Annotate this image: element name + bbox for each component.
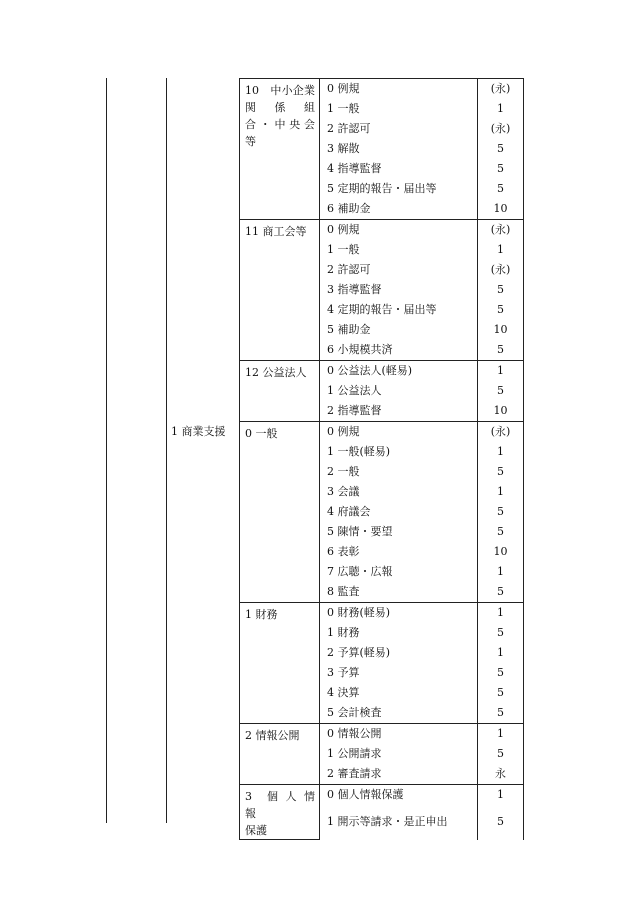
table-row (240, 724, 524, 745)
retention-period: 1 (478, 603, 524, 624)
retention-period: 5 (478, 139, 524, 159)
item-label: 2 許認可 (320, 260, 478, 280)
retention-period: 5 (478, 300, 524, 320)
item-label: 0 例規 (320, 79, 478, 100)
item-label: 6 表彰 (320, 542, 478, 562)
subcategory-label: 保護 (245, 824, 267, 837)
retention-period: 1 (478, 724, 524, 745)
retention-period: 5 (478, 683, 524, 703)
retention-period: 1 (478, 482, 524, 502)
item-label: 3 解散 (320, 139, 478, 159)
item-label: 6 小規模共済 (320, 340, 478, 361)
retention-period: 5 (478, 502, 524, 522)
item-label: 1 一般(軽易) (320, 442, 478, 462)
subcategory-label: 1 財務 (245, 608, 278, 621)
subcategory-label: 11 商工会等 (245, 225, 307, 238)
retention-period: (永) (478, 79, 524, 100)
subcategory-cell (240, 785, 320, 840)
subcategory-cell (240, 603, 320, 724)
item-label: 2 審査請求 (320, 764, 478, 785)
subcategory-cell (240, 220, 320, 361)
retention-period: 1 (478, 240, 524, 260)
table-row (240, 220, 524, 241)
retention-period: 5 (478, 522, 524, 542)
item-label: 0 情報公開 (320, 724, 478, 745)
subcategory-cell (240, 79, 320, 220)
item-label: 7 広聴・広報 (320, 562, 478, 582)
retention-period: 1 (478, 643, 524, 663)
retention-period: 10 (478, 401, 524, 422)
table-row (240, 422, 524, 443)
item-label: 0 公益法人(軽易) (320, 361, 478, 382)
item-label: 4 府議会 (320, 502, 478, 522)
subcategory-label: 合・中央会 (245, 118, 315, 131)
item-label: 0 個人情報保護 (320, 785, 478, 813)
retention-period: 5 (478, 744, 524, 764)
item-label: 4 決算 (320, 683, 478, 703)
item-label: 5 会計検査 (320, 703, 478, 724)
retention-period: 5 (478, 381, 524, 401)
item-label: 1 一般 (320, 99, 478, 119)
retention-period: 1 (478, 361, 524, 382)
item-label: 1 財務 (320, 623, 478, 643)
retention-period: (永) (478, 260, 524, 280)
item-label: 0 例規 (320, 422, 478, 443)
table-row (240, 603, 524, 624)
retention-period: 5 (478, 663, 524, 683)
item-label: 3 指導監督 (320, 280, 478, 300)
item-label: 8 監査 (320, 582, 478, 603)
subcategory-label: 等 (245, 135, 256, 148)
table-row (240, 785, 524, 813)
retention-period: 5 (478, 623, 524, 643)
item-label: 2 許認可 (320, 119, 478, 139)
item-label: 3 予算 (320, 663, 478, 683)
outer-column-line-2 (166, 78, 167, 823)
retention-schedule-table (239, 78, 524, 840)
subcategory-label: 2 情報公開 (245, 729, 300, 742)
table-row (240, 361, 524, 382)
item-label: 5 陳情・要望 (320, 522, 478, 542)
retention-period: 5 (478, 703, 524, 724)
subcategory-label: 3 個 人 情 報 (245, 790, 315, 820)
table-row (240, 79, 524, 100)
item-label: 0 例規 (320, 220, 478, 241)
subcategory-cell (240, 361, 320, 422)
retention-period: 5 (478, 812, 524, 839)
subcategory-label: 10 中小企業 (245, 84, 315, 97)
retention-period: 1 (478, 99, 524, 119)
item-label: 2 指導監督 (320, 401, 478, 422)
item-label: 1 公開請求 (320, 744, 478, 764)
item-label: 6 補助金 (320, 199, 478, 220)
item-label: 2 一般 (320, 462, 478, 482)
item-label: 0 財務(軽易) (320, 603, 478, 624)
outer-column-line-1 (106, 78, 107, 823)
retention-period: 5 (478, 340, 524, 361)
retention-period: 10 (478, 199, 524, 220)
item-label: 5 補助金 (320, 320, 478, 340)
subcategory-cell (240, 422, 320, 603)
retention-period: 1 (478, 562, 524, 582)
retention-period: 10 (478, 320, 524, 340)
subcategory-label: 関 係 組 (245, 101, 315, 114)
retention-period: 1 (478, 785, 524, 813)
item-label: 1 公益法人 (320, 381, 478, 401)
item-label: 5 定期的報告・届出等 (320, 179, 478, 199)
retention-period: (永) (478, 422, 524, 443)
retention-period: 永 (478, 764, 524, 785)
retention-period: 5 (478, 582, 524, 603)
table-body (240, 79, 524, 840)
retention-period: 10 (478, 542, 524, 562)
item-label: 1 一般 (320, 240, 478, 260)
item-label: 4 定期的報告・届出等 (320, 300, 478, 320)
item-label: 2 予算(軽易) (320, 643, 478, 663)
subcategory-cell (240, 724, 320, 785)
item-label: 4 指導監督 (320, 159, 478, 179)
item-label: 1 開示等請求・是正申出 (320, 812, 478, 839)
retention-period: 1 (478, 442, 524, 462)
retention-period: (永) (478, 220, 524, 241)
retention-period: 5 (478, 280, 524, 300)
retention-period: (永) (478, 119, 524, 139)
subcategory-label: 12 公益法人 (245, 366, 307, 379)
category-label: 1 商業支援 (171, 425, 226, 438)
subcategory-label: 0 一般 (245, 427, 278, 440)
retention-period: 5 (478, 179, 524, 199)
item-label: 3 会議 (320, 482, 478, 502)
retention-period: 5 (478, 159, 524, 179)
retention-period: 5 (478, 462, 524, 482)
